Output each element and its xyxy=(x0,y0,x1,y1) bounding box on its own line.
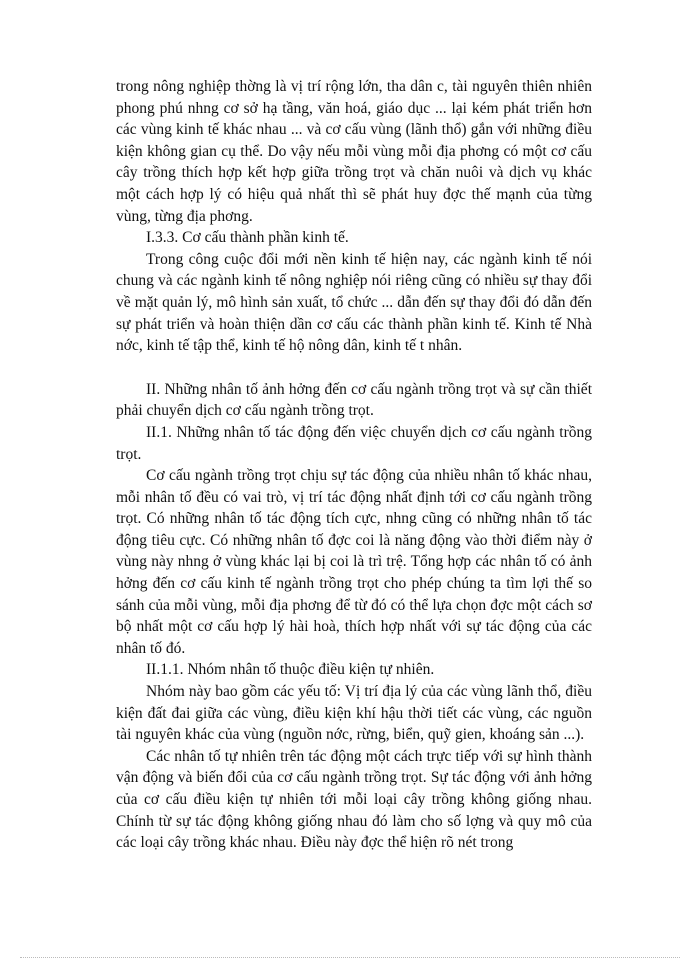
section-heading-2-1-1: II.1.1. Nhóm nhân tố thuộc điều kiện tự nhiên. xyxy=(146,661,435,679)
paragraph-factors: Cơ cấu ngành trồng trọt chịu sự tác động của nhiều nhân tố khác nhau, mỗi nhân tố đều có vai trò, vị trí tác động nhất định tới cơ cấu ngành trồng trọt. Có những nhân tố tác động tích cực, nhng cũng có những nhân tố tác động tiêu cực. Có những nhân tố đợc coi là năng động vào thời điểm này ở vùng này nhng ở vùng khác lại bị coi là trì trệ. Tổng hợp các nhân tố có ảnh hởng đến cơ cấu kinh tế ngành trồng trọt cho phép chúng ta tìm lợi thế so sánh của mỗi vùng, mỗi địa phơng để từ đó có thể lựa chọn đợc một cách sơ bộ nhất một cơ cấu hợp lý hài hoà, thích hợp nhất với sự tác động của các nhân tố đó. xyxy=(116,467,592,657)
paragraph-natural-impact: Các nhân tố tự nhiên trên tác động một cách trực tiếp với sự hình thành vận động và biến đổi của cơ cấu ngành trồng trọt. Sự tác động với ảnh hởng của cơ cấu điều kiện tự nhiên tới mỗi loại cây trồng không giống nhau. Chính từ sự tác động không giống nhau đó làm cho số lợng và quy mô của các loại cây trồng khác nhau. Điều này đợc thể hiện rõ nét trong xyxy=(116,747,592,852)
document-body xyxy=(116,76,592,854)
section-heading-2-1: II.1. Những nhân tố tác động đến việc chuyển dịch cơ cấu ngành trồng trọt. xyxy=(116,423,592,463)
section-heading-2: II. Những nhân tố ảnh hởng đến cơ cấu ngành trồng trọt và sự cần thiết phải chuyển dịch cơ cấu ngành trồng trọt. xyxy=(116,380,592,420)
paragraph-economic-sectors: Trong công cuộc đổi mới nền kinh tế hiện nay, các ngành kinh tế nói chung và các ngành kinh tế nông nghiệp nói riêng cũng có nhiều sự thay đổi về mặt quản lý, mô hình sản xuất, tổ chức ... dẫn đến sự thay đổi đó dẫn đến sự phát triển và hoàn thiện dần cơ cấu các thành phần kinh tế. Kinh tế Nhà nớc, kinh tế tập thể, kinh tế hộ nông dân, kinh tế t nhân. xyxy=(116,250,592,355)
paragraph-gap xyxy=(116,357,592,379)
section-heading-1-3-3: I.3.3. Cơ cấu thành phần kinh tế. xyxy=(146,229,349,247)
page-bottom-rule xyxy=(20,957,680,958)
paragraph-natural-factors: Nhóm này bao gồm các yếu tố: Vị trí địa lý của các vùng lãnh thổ, điều kiện đất đai giữa các vùng, điều kiện khí hậu thời tiết các vùng, các nguồn tài nguyên khác của vùng (nguồn nớc, rừng, biển, quỹ gien, khoáng sản ...). xyxy=(116,683,592,744)
paragraph-continuation: trong nông nghiệp thờng là vị trí rộng lớn, tha dân c, tài nguyên thiên nhiên phong phú nhng cơ sở hạ tầng, văn hoá, giáo dục ... lại kém phát triển hơn các vùng kinh tế khác nhau ... và cơ cấu vùng (lãnh thổ) gắn với những điều kiện không gian cụ thể. Do vậy nếu mỗi vùng mỗi địa phơng có một cơ cấu cây trồng thích hợp kết hợp giữa trồng trọt và chăn nuôi và dịch vụ khác một cách hợp lý có hiệu quả nhất thì sẽ phát huy đợc thế mạnh của từng vùng, từng địa phơng. xyxy=(116,78,592,225)
